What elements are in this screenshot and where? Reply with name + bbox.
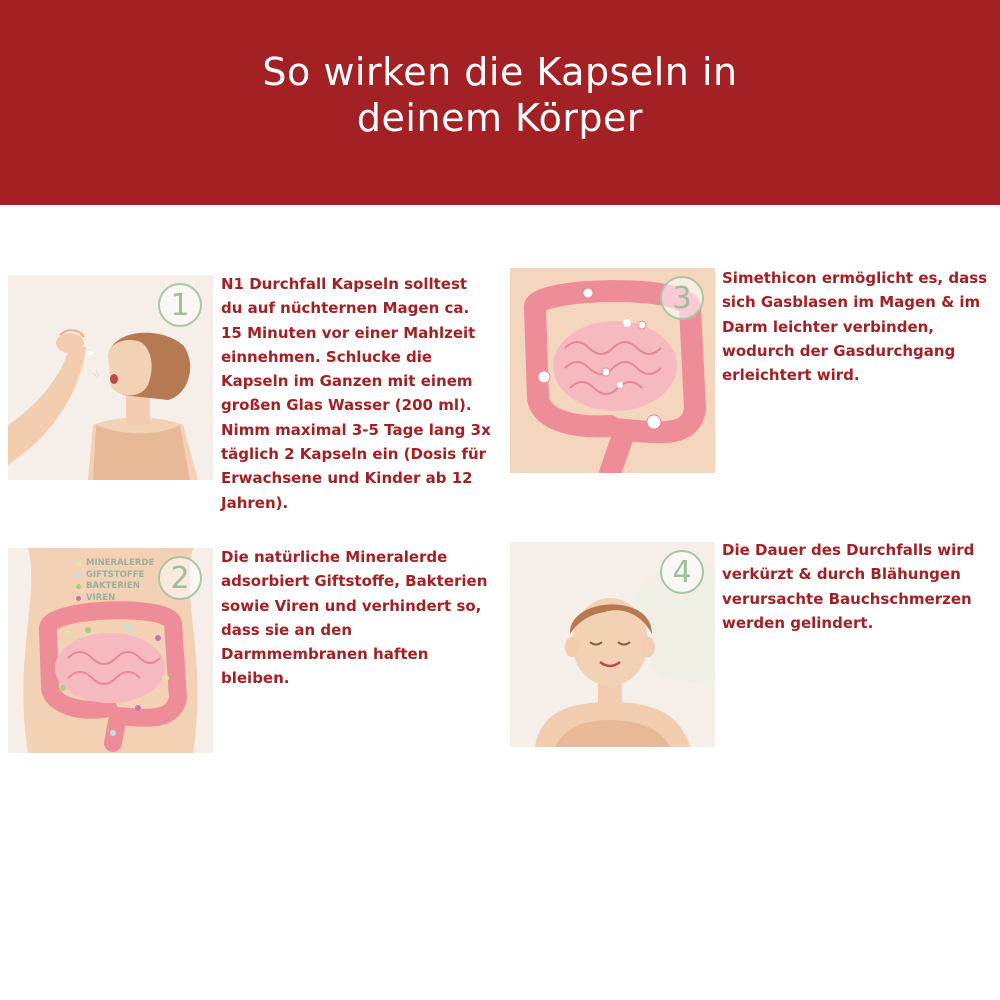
step-3-number: 3: [660, 276, 704, 320]
legend-item-mineralerde: MINERALERDE: [76, 558, 154, 570]
header-banner: [0, 0, 1000, 205]
step-1-illustration: [8, 275, 213, 480]
legend-dot: [76, 596, 81, 601]
legend-item-giftstoffe: GIFTSTOFFE: [76, 570, 154, 582]
step-1-text: N1 Durchfall Kapseln solltest du auf nüchternen Magen ca. 15 Minuten vor einer Mahlzeit einnehmen. Schlucke die Kapseln im Ganzen mit einem großen Glas Wasser (200 ml). Nimm maximal 3-5 Tage lang 3x täglich 2 Kapseln ein (Dosis für Erwachsene und Kinder ab 12 Jahren).: [221, 275, 491, 512]
legend-dot: [76, 573, 81, 578]
step-2-number: 2: [158, 556, 202, 600]
step-1-number: 1: [158, 283, 202, 327]
step-3-illustration: [510, 268, 715, 473]
legend-item-viren: VIREN: [76, 593, 154, 605]
step-3-text: Simethicon ermöglicht es, dass sich Gasblasen im Magen & im Darm leichter verbinden, wodurch der Gasdurchgang erleichtert wird.: [722, 269, 988, 385]
page-title: So wirken die Kapseln in deinem Körper: [262, 49, 738, 140]
legend-dot: [76, 561, 81, 566]
step-2-legend: [76, 558, 154, 604]
step-2-text: Die natürliche Mineralerde adsorbiert Giftstoffe, Bakterien sowie Viren und verhindert so, dass sie an den Darmmembranen haften bleiben.: [221, 548, 488, 688]
step-4-illustration: [510, 542, 715, 747]
step-4-number: 4: [660, 550, 704, 594]
legend-dot: [76, 584, 81, 589]
step-4-text: Die Dauer des Durchfalls wird verkürzt & durch Blähungen verursachte Bauchschmerzen werden gelindert.: [722, 541, 975, 632]
legend-item-bakterien: BAKTERIEN: [76, 581, 154, 593]
